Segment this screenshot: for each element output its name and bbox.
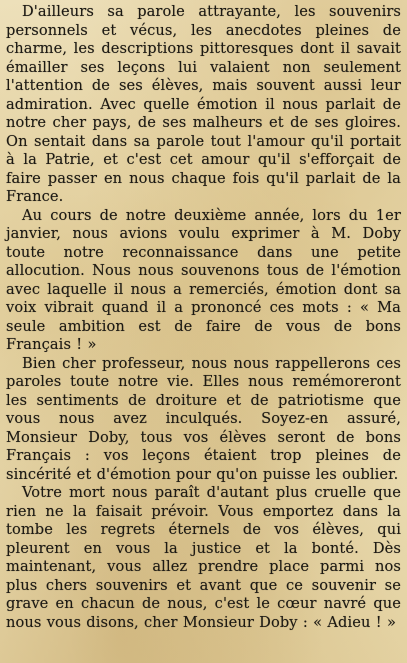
paragraph-adieu: Votre mort nous paraît d'autant plus cruelle que rien ne la faisait prévoir. Vous emportez dans la tombe les regrets éternels de vos élèves, qui pleurent en vous la justice et la bonté. Dès maintenant, vous allez prendre place parmi nos plus chers souvenirs et avant que ce souvenir se grave en chacun de nous, c'est le cœur navré que nous vous disons, cher Monsieur Doby : « Adieu ! » <box>6 484 401 631</box>
paragraph-souvenirs: D'ailleurs sa parole attrayante, les souvenirs personnels et vécus, les anecdotes pleines de charme, les descriptions pittoresques dont il savait émailler ses leçons lui valaient non seulement l'attention de ses élèves, mais souvent aussi leur admiration. Avec quelle émotion il nous parlait de notre cher pays, de ses malheurs et de ses gloires. On sentait dans sa parole tout l'amour qu'il portait à la Patrie, et c'est cet amour qu'il s'efforçait de faire passer en nous chaque fois qu'il parlait de la France. <box>6 3 401 205</box>
paragraph-allocution: Au cours de notre deuxième année, lors du 1er janvier, nous avions voulu exprimer à M. Doby toute notre reconnaissance dans une petite allocution. Nous nous souvenons tous de l'émotion avec laquelle il nous a remerciés, émotion dont sa voix vibrait quand il a prononcé ces mots : « Ma seule ambition est de faire de vous de bons Français ! » <box>6 206 401 353</box>
article-column <box>6 3 401 632</box>
paragraph-cher-professeur: Bien cher professeur, nous nous rappellerons ces paroles toute notre vie. Elles nous remémoreront les sentiments de droiture et de patriotisme que vous nous avez inculqués. Soyez-en assuré, Monsieur Doby, tous vos élèves seront de bons Français : vos leçons étaient trop pleines de sincérité et d'émotion pour qu'on puisse les oublier. <box>6 354 401 483</box>
